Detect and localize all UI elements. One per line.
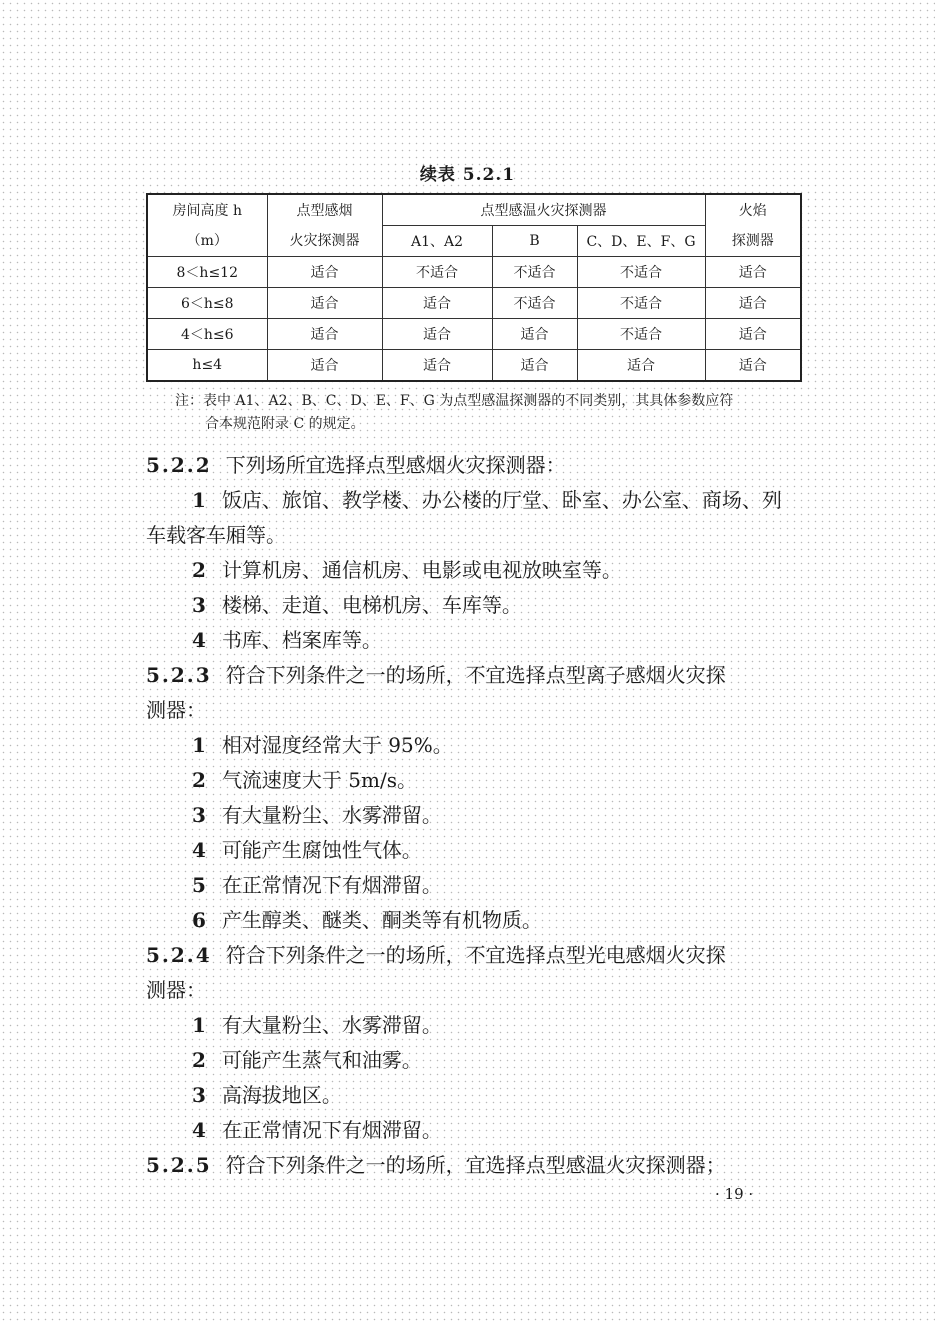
header-heat-cdefg: C、D、E、F、G [577,226,705,257]
table-cell: 适合 [382,288,492,319]
table-cell: h≤4 [147,350,267,382]
page-number: · 19 · [715,1185,754,1203]
table-cell: 适合 [705,288,801,319]
item-number: 5 [192,873,206,897]
table-row [147,257,801,288]
item-text: 高海拔地区。 [221,1083,342,1107]
header-flame-line1: 火焰 [738,202,767,219]
clause-number: 5.2.5 [146,1153,212,1177]
list-item [146,903,806,938]
list-item [146,483,806,518]
item-number: 3 [192,1083,206,1107]
item-text: 饭店、旅馆、教学楼、办公楼的厅堂、卧室、办公室、商场、列 [221,488,782,512]
item-number: 4 [192,1118,206,1142]
item-text: 书库、档案库等。 [221,628,382,652]
clause-text-line: 符合下列条件之一的场所，宜选择点型感温火灾探测器； [225,1153,726,1177]
clause-number: 5.2.2 [146,453,212,477]
table-cell: 适合 [705,350,801,382]
header-smoke-line1: 点型感烟 [296,202,353,219]
list-item [146,728,806,763]
item-text-continuation: 车载客车厢等。 [146,523,286,547]
table-cell: 6＜h≤8 [147,288,267,319]
header-heat-b: B [492,226,577,257]
item-text: 楼梯、走道、电梯机房、车库等。 [221,593,522,617]
list-item [146,1078,806,1113]
table-cell: 不适合 [492,288,577,319]
clause-text-line: 下列场所宜选择点型感烟火灾探测器： [225,453,566,477]
item-number: 6 [192,908,206,932]
header-heat-a1a2: A1、A2 [382,226,492,257]
header-room-height-line2: （m） [186,232,228,249]
header-flame-line2: 探测器 [731,232,774,249]
header-smoke-detector [267,194,382,257]
item-text: 可能产生蒸气和油雾。 [221,1048,422,1072]
table-cell: 适合 [382,319,492,350]
item-number: 1 [192,488,206,512]
list-item [146,1008,806,1043]
header-smoke-line2: 火灾探测器 [289,232,360,249]
list-item [146,763,806,798]
header-room-height-line1: 房间高度 h [172,202,242,219]
clause-number: 5.2.4 [146,943,212,967]
table-cell: 不适合 [577,288,705,319]
note-line-2: 合本规范附录 C 的规定。 [205,416,365,432]
clause-heading [146,938,806,973]
item-text: 可能产生腐蚀性气体。 [221,838,422,862]
list-item [146,1043,806,1078]
item-text: 气流速度大于 5m/s。 [221,768,417,792]
item-number: 4 [192,838,206,862]
table-cell: 不适合 [492,257,577,288]
item-text: 在正常情况下有烟滞留。 [221,873,442,897]
clause-heading [146,658,806,693]
header-flame-detector [705,194,801,257]
clause-text-line: 符合下列条件之一的场所，不宜选择点型光电感烟火灾探 [225,943,726,967]
table-cell: 不适合 [577,319,705,350]
list-item [146,833,806,868]
detector-suitability-table [146,193,802,382]
item-number: 1 [192,1013,206,1037]
item-text: 产生醇类、醚类、酮类等有机物质。 [221,908,542,932]
clause-text-line: 符合下列条件之一的场所，不宜选择点型离子感烟火灾探 [225,663,726,687]
list-item [146,553,806,588]
table-header-row [147,194,801,226]
list-item [146,798,806,833]
list-item [146,868,806,903]
table-row [147,288,801,319]
item-number: 3 [192,593,206,617]
table-cell: 适合 [705,319,801,350]
table-cell: 适合 [382,350,492,382]
item-number: 2 [192,558,206,582]
header-room-height [147,194,267,257]
table-row [147,319,801,350]
item-number: 3 [192,803,206,827]
table-cell: 8＜h≤12 [147,257,267,288]
item-number: 2 [192,1048,206,1072]
clause-heading [146,1148,806,1183]
item-text: 相对湿度经常大于 95%。 [221,733,453,757]
item-text: 有大量粉尘、水雾滞留。 [221,803,442,827]
clause-text [146,448,806,1183]
table-cell: 适合 [705,257,801,288]
item-number: 4 [192,628,206,652]
table-title: 续表 5.2.1 [419,165,516,185]
clause-number: 5.2.3 [146,663,212,687]
table-cell: 不适合 [382,257,492,288]
header-heat-detector: 点型感温火灾探测器 [382,194,705,226]
table-cell: 适合 [492,319,577,350]
table-cell: 不适合 [577,257,705,288]
clause-text-line: 测器： [146,978,206,1002]
table-cell: 适合 [267,288,382,319]
table-cell: 适合 [267,257,382,288]
table-note [175,390,805,436]
table-row [147,350,801,382]
clause-heading [146,448,806,483]
item-number: 2 [192,768,206,792]
table-cell: 适合 [267,350,382,382]
list-item [146,1113,806,1148]
note-line-1: 注：表中 A1、A2、B、C、D、E、F、G 为点型感温探测器的不同类别，其具体参数应符 [175,393,734,409]
item-text: 在正常情况下有烟滞留。 [221,1118,442,1142]
clause-text-line: 测器： [146,698,206,722]
item-text: 有大量粉尘、水雾滞留。 [221,1013,442,1037]
table-cell: 适合 [492,350,577,382]
list-item [146,588,806,623]
table-cell: 适合 [577,350,705,382]
table-cell: 适合 [267,319,382,350]
item-text: 计算机房、通信机房、电影或电视放映室等。 [221,558,622,582]
list-item [146,623,806,658]
item-number: 1 [192,733,206,757]
table-cell: 4＜h≤6 [147,319,267,350]
